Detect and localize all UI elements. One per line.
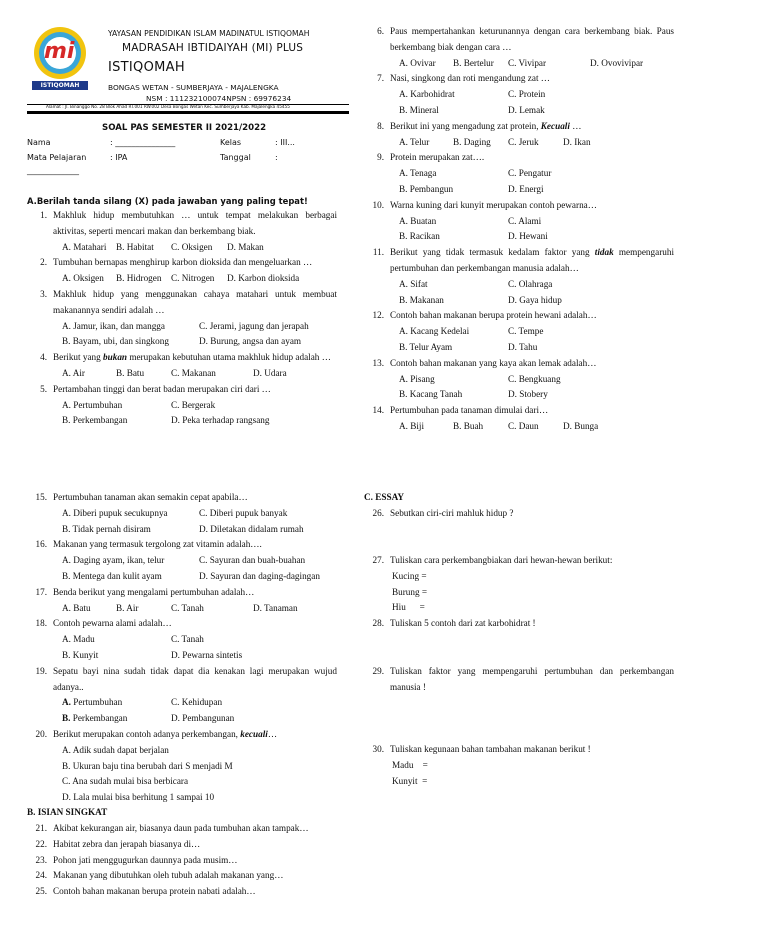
question-26: 26. Sebutkan ciri-ciri mahluk hidup ? (372, 508, 514, 518)
essay-q27 (371, 553, 674, 616)
essay-q26 (371, 506, 674, 522)
q13-option-d: D. Stobery (508, 389, 548, 400)
q7-option-a: A. Karbohidrat (399, 89, 455, 100)
essay-q30 (371, 742, 674, 789)
q16-option-a: A. Daging ayam, ikan, telur (62, 555, 165, 566)
q19-option-c: C. Kehidupan (171, 697, 223, 708)
q14-option-c: C. Daun (508, 420, 539, 431)
question-13: 13. Contoh bahan makanan yang kaya akan lemak adalah… (372, 357, 597, 368)
q18-option-b: B. Kunyit (62, 649, 99, 660)
tanggal-value: : (275, 153, 278, 162)
question-4: 4. Berikut yang bukan merupakan kebutuhan utama makhluk hidup adalah … (40, 352, 331, 363)
q9-option-a: A. Tenaga (399, 168, 437, 179)
q8-option-c: C. Jeruk (508, 136, 539, 147)
q6-option-c: C. Vivipar (508, 57, 547, 68)
q27-burung: Burung = (392, 586, 428, 597)
q13-option-a: A. Pisang (399, 373, 435, 384)
q8-option-b: B. Daging (453, 136, 491, 147)
q4-option-a: A. Air (62, 367, 85, 378)
school-village: BONGAS WETAN - SUMBERJAYA - MAJALENGKA (108, 83, 279, 92)
q1-option-d: D. Makan (227, 241, 264, 252)
nama-label: Nama (27, 138, 51, 147)
kelas-value: : III... (275, 138, 295, 147)
q3-option-c: C. Jerami, jagung dan jerapah (199, 320, 309, 331)
q17-option-d: D. Tanaman (253, 602, 298, 613)
question-17: 17. Benda berikut yang mengalami pertumbuhan adalah… (35, 586, 255, 597)
q19-option-a: A. Pertumbuhan (62, 697, 123, 708)
kelas-label: Kelas (220, 138, 242, 147)
q18-option-c: C. Tanah (171, 634, 204, 645)
question-15: 15. Pertumbuhan tanaman akan semakin cepat apabila… (35, 492, 248, 502)
section-a-title: A.Berilah tanda silang (X) pada jawaban yang paling tepat! (27, 196, 308, 206)
question-11: 11. Berikut yang tidak termasuk kedalam faktor yang tidak mempengaruhi pertumbuhan dan perkembangan manusia adalah… (372, 247, 674, 273)
foundation-name: YAYASAN PENDIDIKAN ISLAM MADINATUL ISTIQOMAH (108, 29, 310, 38)
q17-option-b: B. Air (116, 602, 139, 613)
q3-option-d: D. Burung, angsa dan ayam (199, 336, 302, 347)
essay-q28 (371, 616, 674, 632)
essay-q29 (371, 664, 674, 696)
question-22: 22. Habitat zebra dan jerapah biasanya di… (35, 838, 201, 849)
q6-option-a: A. Ovivar (399, 57, 436, 68)
section-c-title: C. ESSAY (364, 492, 405, 502)
q14-option-b: B. Buah (453, 420, 484, 431)
q1-option-a: A. Matahari (62, 241, 107, 252)
q8-option-a: A. Telur (399, 136, 430, 147)
q20-option-d: D. Lala mulai bisa berhitung 1 sampai 10 (62, 792, 215, 803)
q19-option-d: D. Pembangunan (171, 713, 235, 724)
q2-option-c: C. Nitrogen (171, 273, 215, 284)
school-name-line1: MADRASAH IBTIDAIYAH (MI) PLUS (122, 42, 304, 54)
mapel-value: : IPA (110, 153, 128, 162)
question-12: 12. Contoh bahan makanan berupa protein hewani adalah… (372, 310, 597, 321)
question-9: 9. Protein merupakan zat…. (377, 152, 485, 163)
school-nsm: NSM : 111232100074NPSN : 69976234 (146, 94, 292, 103)
question-30: 30. Tuliskan kegunaan bahan tambahan makanan berikut ! (372, 744, 591, 754)
questions-6-14 (371, 24, 674, 435)
q14-option-a: A. Biji (399, 420, 425, 431)
q2-option-d: D. Karbon dioksida (227, 273, 300, 284)
mapel-label: Mata Pelajaran (27, 153, 87, 162)
question-18: 18. Contoh pewarna alami adalah… (35, 618, 172, 629)
questions-1-5 (34, 208, 337, 429)
q12-option-b: B. Telur Ayam (399, 341, 453, 352)
q10-option-d: D. Hewani (508, 231, 548, 242)
question-21: 21. Akibat kekurangan air, biasanya daun pada tumbuhan akan tampak… (35, 823, 309, 833)
question-8: 8. Berikut ini yang mengadung zat protein, Kecuali … (377, 120, 582, 131)
q16-option-d: D. Sayuran dan daging-dagingan (199, 570, 320, 581)
question-16: 16. Makanan yang termasuk tergolong zat vitamin adalah…. (35, 539, 262, 550)
q14-option-d: D. Bunga (563, 420, 599, 431)
question-24: 24. Makanan yang dibutuhkan oleh tubuh adalah makanan yang… (35, 870, 284, 881)
q13-option-b: B. Kacang Tanah (399, 389, 463, 400)
question-27: 27. Tuliskan cara perkembangbiakan dari hewan-hewan berikut: (372, 555, 613, 565)
q17-option-c: C. Tanah (171, 602, 204, 613)
q11-option-d: D. Gaya hidup (508, 294, 562, 305)
q12-option-c: C. Tempe (508, 326, 544, 337)
question-6: 6. Paus mempertahankan keturunannya dengan cara berkembang biak. Paus berkembang biak dengan cara … (377, 26, 674, 52)
q1-option-b: B. Habitat (116, 241, 154, 252)
q17-option-a: A. Batu (62, 602, 91, 613)
section-b-title: B. ISIAN SINGKAT (27, 807, 108, 817)
q18-option-d: D. Pewarna sintetis (171, 649, 243, 660)
q10-option-b: B. Racikan (399, 231, 440, 242)
q2-option-a: A. Oksigen (62, 273, 104, 284)
q30-kunyit: Kunyit = (392, 775, 428, 786)
q7-option-c: C. Protein (508, 89, 546, 100)
q16-option-b: B. Mentega dan kulit ayam (62, 570, 162, 581)
school-address: Alamat : Jl. Binanggo No. 28 Blok Ahad RT.001 RW.002 Desa Bongas Wetan Kec. Sumberjaya Kab. Majalengka 45455 (46, 104, 290, 109)
question-19: 19. Sepatu bayi nina sudah tidak dapat dia kenakan lagi merupakan wujud adanya.. (35, 665, 337, 692)
school-name-line2: ISTIQOMAH (108, 60, 185, 75)
questions-15-20 (34, 490, 337, 806)
q6-option-b: B. Bertelur (453, 57, 494, 68)
question-3: 3. Makhluk hidup yang menggunakan cahaya matahari untuk membuat makanannya sendiri adalah … (40, 288, 337, 315)
question-28: 28. Tuliskan 5 contoh dari zat karbohidrat ! (372, 618, 536, 628)
q13-option-c: C. Bengkuang (508, 373, 561, 384)
q11-option-c: C. Olahraga (508, 278, 553, 289)
header-rule-thick (27, 111, 349, 114)
q9-option-d: D. Energi (508, 183, 544, 194)
logo-mark: mi (44, 39, 75, 64)
question-20: 20. Berikut merupakan contoh adanya perkembangan, kecuali… (35, 728, 278, 739)
q11-option-a: A. Sifat (399, 278, 428, 289)
q7-option-d: D. Lemak (508, 104, 545, 115)
question-29: 29. Tuliskan faktor yang mempengaruhi pertumbuhan dan perkembangan manusia ! (372, 666, 674, 692)
q15-option-d: D. Diletakan didalam rumah (199, 523, 304, 534)
question-14: 14. Pertumbuhan pada tanaman dimulai dari… (372, 405, 549, 416)
nama-value: : _______________ (110, 138, 176, 147)
question-5: 5. Pertambahan tinggi dan berat badan merupakan ciri dari … (40, 383, 271, 394)
q19-option-b: B. Perkembangan (62, 713, 128, 724)
q5-option-c: C. Bergerak (171, 399, 216, 410)
q27-hiu: Hiu = (392, 602, 425, 613)
q12-option-a: A. Kacang Kedelai (399, 326, 470, 337)
q15-option-a: A. Diberi pupuk secukupnya (62, 507, 168, 518)
q12-option-d: D. Tahu (508, 341, 538, 352)
q15-option-c: C. Diberi pupuk banyak (199, 507, 288, 518)
question-25: 25. Contoh bahan makanan berupa protein nabati adalah… (35, 886, 256, 897)
q6-option-d: D. Ovovivipar (590, 57, 644, 68)
extra-underline: _____________ (27, 166, 79, 175)
question-2: 2. Tumbuhan bernapas menghirup karbon dioksida dan mengeluarkan … (40, 257, 313, 268)
q16-option-c: C. Sayuran dan buah-buahan (199, 555, 306, 566)
q20-option-c: C. Ana sudah mulai bisa berbicara (62, 776, 189, 787)
q5-option-a: A. Pertumbuhan (62, 399, 123, 410)
logo-banner: ISTIQOMAH (40, 82, 80, 89)
q4-option-d: D. Udara (253, 367, 287, 378)
q3-option-a: A. Jamur, ikan, dan mangga (62, 320, 165, 331)
q5-option-d: D. Peka terhadap rangsang (171, 415, 270, 426)
question-10: 10. Warna kuning dari kunyit merupakan contoh pewarna… (372, 199, 597, 210)
tanggal-label: Tanggal (220, 153, 251, 162)
q7-option-b: B. Mineral (399, 104, 439, 115)
q4-option-b: B. Batu (116, 367, 145, 378)
question-1: 1. Makhluk hidup membutuhkan … untuk tempat melakukan berbagai aktivitas, seperti mencari makan dan berkembang biak. (40, 210, 337, 236)
isian-singkat-list (34, 821, 337, 900)
exam-title: SOAL PAS SEMESTER II 2021/2022 (102, 123, 267, 133)
q3-option-b: B. Bayam, ubi, dan singkong (62, 336, 169, 347)
q10-option-c: C. Alami (508, 215, 542, 226)
q1-option-c: C. Oksigen (171, 241, 213, 252)
q2-option-b: B. Hidrogen (116, 273, 162, 284)
q15-option-b: B. Tidak pernah disiram (62, 523, 151, 534)
school-logo (30, 26, 90, 92)
q18-option-a: A. Madu (62, 634, 95, 645)
question-23: 23. Pohon jati menggugurkan daunnya pada musim… (35, 854, 238, 865)
q4-option-c: C. Makanan (171, 367, 216, 378)
q9-option-b: B. Pembangun (399, 183, 454, 194)
q9-option-c: C. Pengatur (508, 168, 552, 179)
q30-madu: Madu = (392, 759, 428, 770)
q20-option-a: A. Adik sudah dapat berjalan (62, 744, 169, 755)
q5-option-b: B. Perkembangan (62, 415, 128, 426)
q10-option-a: A. Buatan (399, 215, 437, 226)
q11-option-b: B. Makanan (399, 294, 444, 305)
q8-option-d: D. Ikan (563, 136, 591, 147)
question-7: 7. Nasi, singkong dan roti mengandung zat … (377, 73, 550, 84)
q20-option-b: B. Ukuran baju tina berubah dari S menjadi M (62, 760, 233, 771)
q27-kucing: Kucing = (392, 570, 427, 581)
